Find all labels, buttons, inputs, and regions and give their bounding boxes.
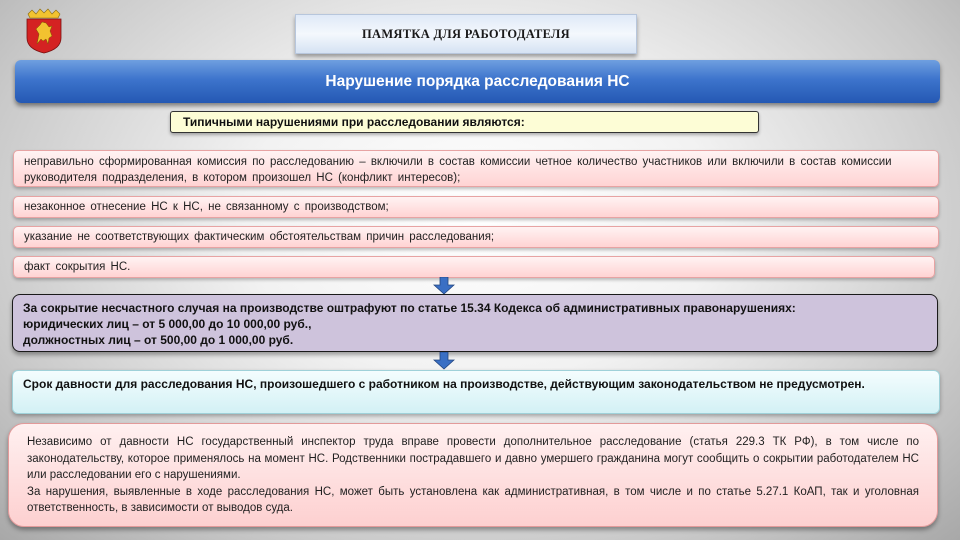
violation-item-commission: неправильно сформированная комиссия по расследованию – включили в состав комиссии четное количество участников или включили в состав комиссии руководителя подразделения, в котором произошел НС (конфликт интересов); — [13, 150, 939, 187]
penalty-line-legal-entities: юридических лиц – от 5 000,00 до 10 000,00 руб., — [23, 317, 312, 331]
violations-heading: Типичными нарушениями при расследовании являются: — [170, 111, 759, 133]
penalty-line-article: За сокрытие несчастного случая на производстве оштрафуют по статье 15.34 Кодекса об административных правонарушениях: — [23, 301, 796, 315]
additional-info-box — [8, 423, 938, 527]
violation-item-classification: незаконное отнесение НС к НС, не связанному с производством; — [13, 196, 939, 218]
down-arrow-icon — [433, 277, 455, 295]
violation-item-causes: указание не соответствующих фактическим обстоятельствам причин расследования; — [13, 226, 939, 248]
penalty-box — [12, 294, 938, 352]
page-title-banner: Нарушение порядка расследования НС — [15, 60, 940, 103]
limitation-period-box: Срок давности для расследования НС, произошедшего с работником на производстве, действующим законодательством не предусмотрен. — [12, 370, 940, 414]
violation-item-concealment: факт сокрытия НС. — [13, 256, 935, 278]
down-arrow-icon — [433, 352, 455, 370]
info-paragraph-inspector: Независимо от давности НС государственный инспектор труда вправе провести дополнительное расследование (статья 229.3 ТК РФ), в том числе по законодательству, которое применялось на момент НС. Родственники пострадавшего и давно умершего гражданина могут сообщить о сокрытии работодателем НС или расследовании его с нарушениями. — [27, 436, 919, 481]
city-coat-of-arms-icon — [22, 8, 66, 54]
penalty-line-officials: должностных лиц – от 500,00 до 1 000,00 руб. — [23, 333, 294, 347]
info-paragraph-liability: За нарушения, выявленные в ходе расследования НС, может быть установлена как административная, в том числе и по статье 5.27.1 КоАП, так и уголовная ответственность, в зависимости от выводов суда. — [27, 485, 919, 514]
memo-title: ПАМЯТКА ДЛЯ РАБОТОДАТЕЛЯ — [295, 14, 637, 54]
